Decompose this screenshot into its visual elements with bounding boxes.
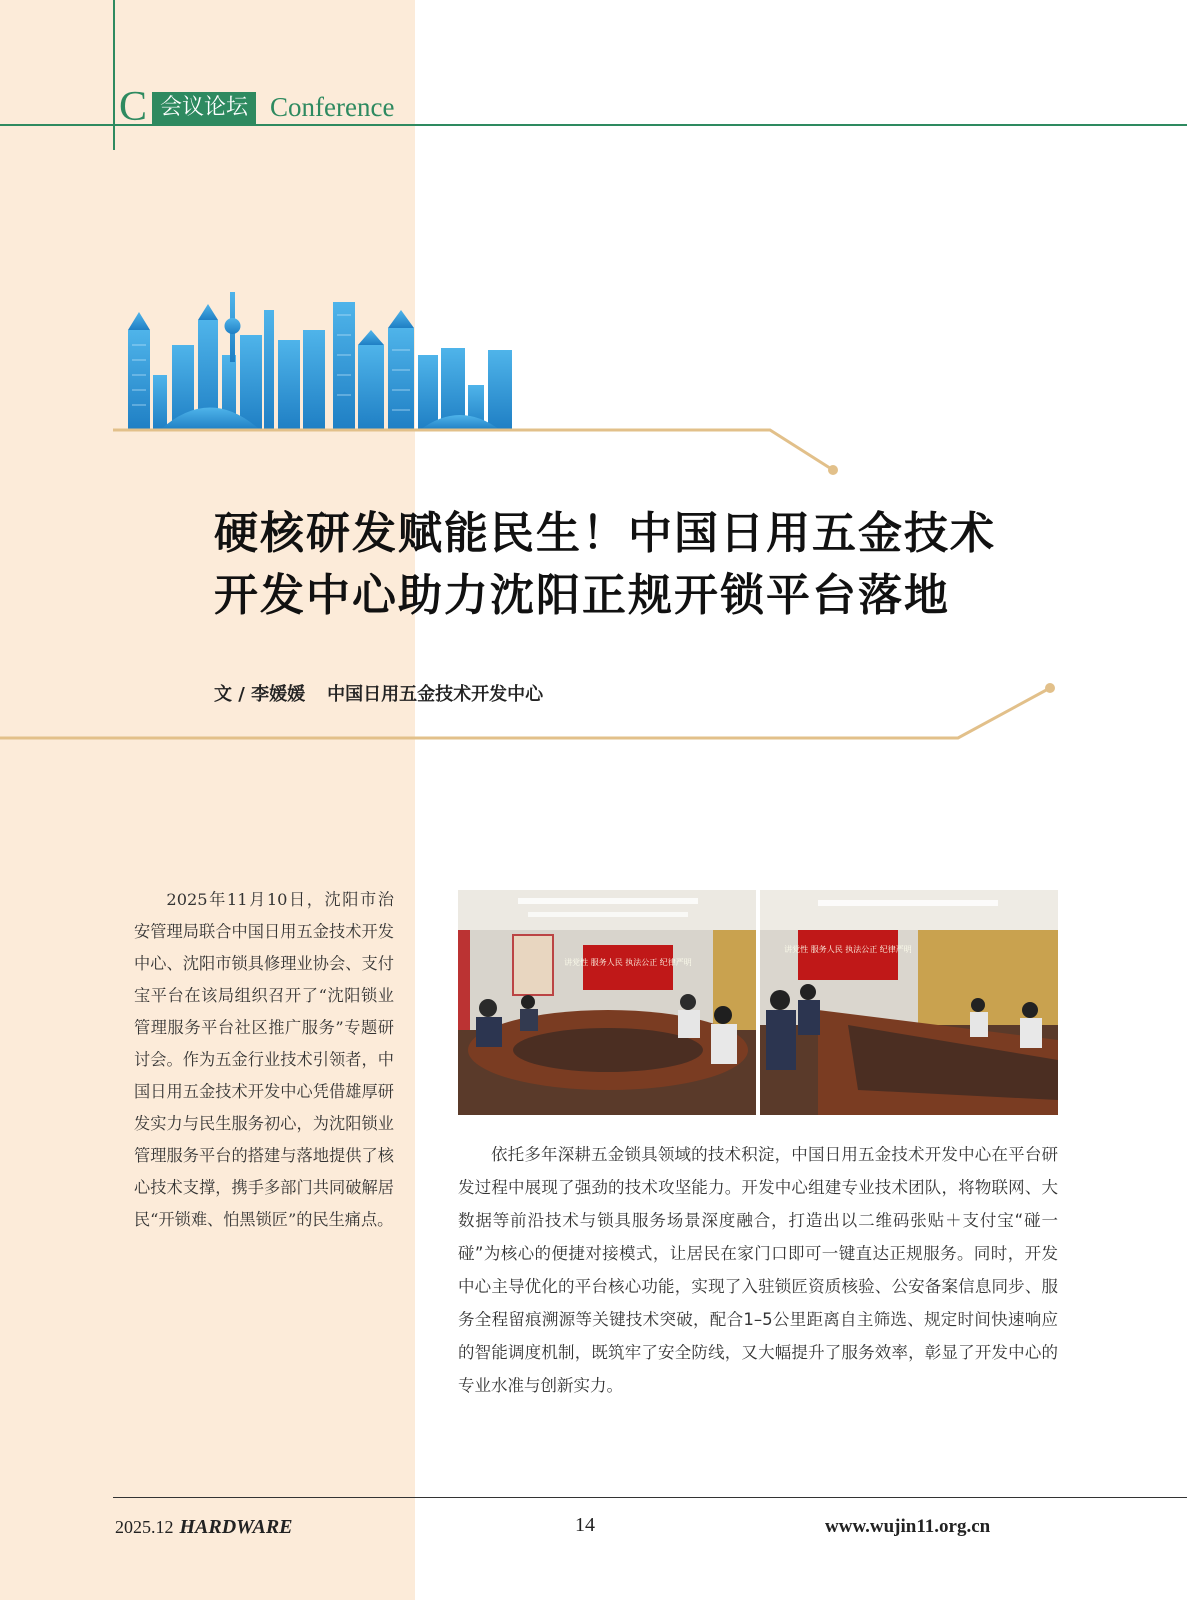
body-paragraph: 依托多年深耕五金锁具领域的技术积淀，中国日用五金技术开发中心在平台研发过程中展现了强劲的技术攻坚能力。开发中心组建专业技术团队，将物联网、大数据等前沿技术与锁具服务场景深度融合，打造出以二维码张贴＋支付宝“碰一碰”为核心的便捷对接模式，让居民在家门口即可一键直达正规服务。同时，开发中心主导优化的平台核心功能，实现了入驻锁匠资质核验、公安备案信息同步、服务全程留痕溯源等关键技术突破，配合1–5公里距离自主筛选、规定时间快速响应的智能调度机制，既筑牢了安全防线，又大幅提升了服务效率，彰显了开发中心的专业水准与创新实力。 xyxy=(458,1145,1058,1395)
section-label-en: Conference xyxy=(270,92,395,122)
byline-org: 中国日用五金技术开发中心 xyxy=(327,684,544,705)
page-number: 14 xyxy=(575,1514,595,1536)
article-title-line-1: 硬核研发赋能民生！中国日用五金技术 xyxy=(214,508,996,559)
footer-rule xyxy=(113,1497,1187,1498)
byline xyxy=(214,680,543,706)
footer-issue xyxy=(115,1516,293,1539)
article-title xyxy=(214,503,1094,627)
city-skyline-illustration xyxy=(120,290,540,430)
byline-author: 文 / 李媛媛 xyxy=(214,684,306,705)
section-label-cn: 会议论坛 xyxy=(152,92,256,124)
section-letter: C xyxy=(119,84,148,130)
conference-photo xyxy=(458,890,1058,1115)
header-vertical-rule xyxy=(113,0,115,150)
intro-paragraph: 2025年11月10日，沈阳市治安管理局联合中国日用五金技术开发中心、沈阳市锁具修理业协会、支付宝平台在该局组织召开了“沈阳锁业管理服务平台社区推广服务”专题研讨会。作为五金行业技术引领者，中国日用五金技术开发中心凭借雄厚研发实力与民生服务初心，为沈阳锁业管理服务平台的搭建与落地提供了核心技术支撑，携手多部门共同破解居民“开锁难、怕黑锁匠”的民生痛点。 xyxy=(134,890,394,1229)
footer-issue-date: 2025.12 xyxy=(115,1517,174,1537)
footer-magazine-name: HARDWARE xyxy=(179,1516,293,1538)
article-title-line-2: 开发中心助力沈阳正规开锁平台落地 xyxy=(214,570,950,621)
photo-banner-text: 讲党性 服务人民 执法公正 纪律严明 xyxy=(564,958,692,967)
header-horizontal-rule xyxy=(0,124,1187,126)
peach-background-strip xyxy=(0,0,415,1600)
photo-banner-text-2: 讲党性 服务人民 执法公正 纪律严明 xyxy=(784,945,912,954)
footer-url: www.wujin11.org.cn xyxy=(825,1516,991,1537)
